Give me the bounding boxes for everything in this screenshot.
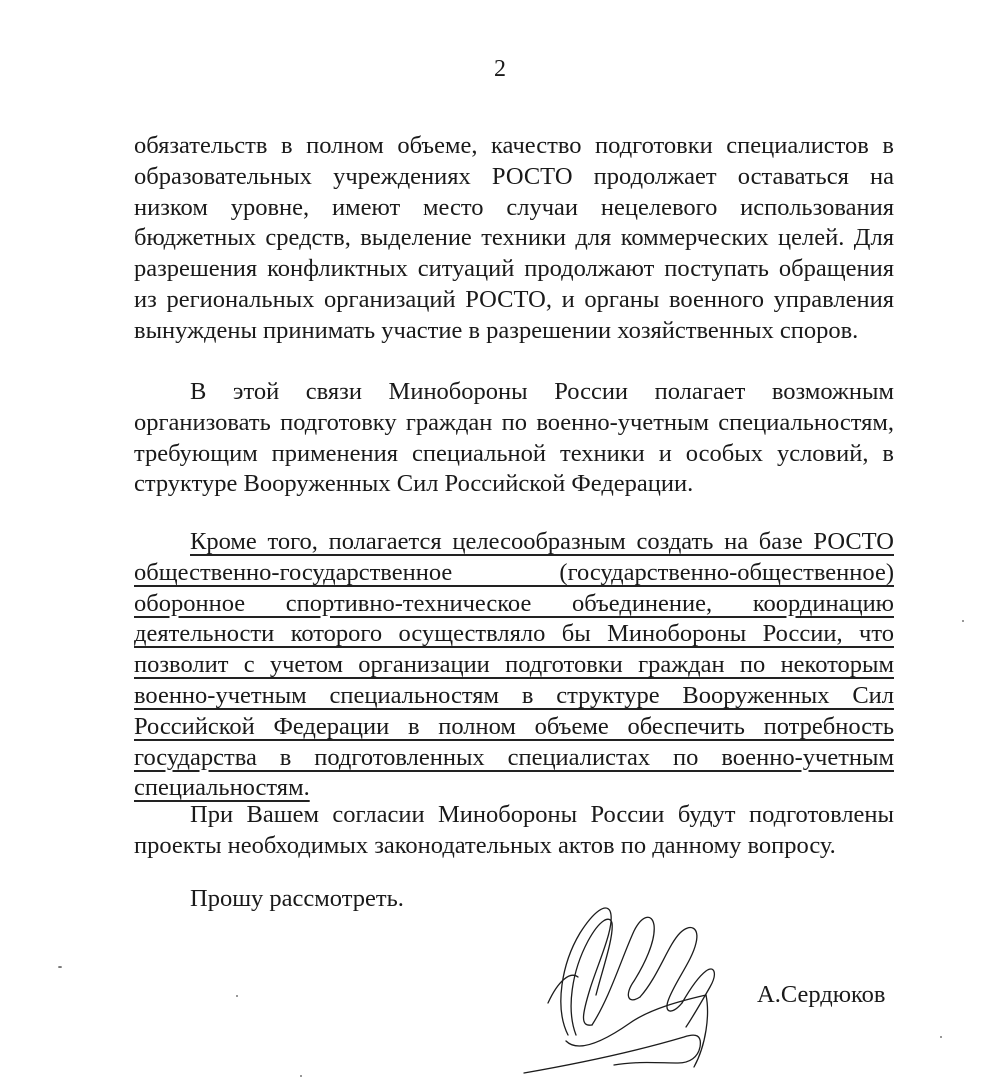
handwritten-underline-text: Кроме того, полагается целесообразным создать на базе РОСТО общественно-государственное (государственно-общественное) оборонное спортивно-техническое объединение, координацию деятельности которого осуществляло бы Минобороны России, что позволит с учетом организации подготовки граждан по некоторым военно-учетным специальностям в структуре Вооруженных Сил Российской Федерации в полном объеме обеспечить потребность государства в подготовленных специалистах по военно-учетным специальностям. — [134, 528, 894, 802]
scan-speck — [962, 620, 964, 622]
closing-request: Прошу рассмотреть. — [190, 885, 404, 912]
paragraph-3-underlined — [134, 527, 894, 804]
paragraph-2: В этой связи Минобороны России полагает возможным организовать подготовку граждан по военно-учетным специальностям, требующим применения специальной техники и особых условий, в структуре Вооруженных Сил Российской Федерации. — [134, 378, 894, 498]
scan-speck — [940, 1036, 942, 1038]
scan-speck — [236, 995, 238, 997]
scan-speck — [58, 966, 62, 968]
handwritten-signature — [510, 885, 740, 1080]
signer-name: А.Сердюков — [757, 981, 886, 1008]
paragraph-4: При Вашем согласии Минобороны России будут подготовлены проекты необходимых законодательных актов по данному вопросу. — [134, 801, 894, 859]
paragraph-1: обязательств в полном объеме, качество подготовки специалистов в образовательных учреждениях РОСТО продолжает оставаться на низком уровне, имеют место случаи нецелевого использования бюджетных средств, выделение техники для коммерческих целей. Для разрешения конфликтных ситуаций продолжают поступать обращения из региональных организаций РОСТО, и органы военного управления вынуждены принимать участие в разрешении хозяйственных споров. — [134, 132, 894, 344]
scan-speck — [300, 1075, 302, 1077]
page-number: 2 — [494, 56, 506, 82]
